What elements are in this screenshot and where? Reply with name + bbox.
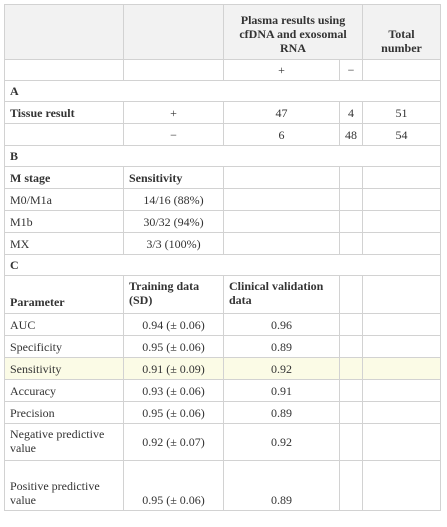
- section-b-label: B: [5, 146, 441, 167]
- parameter-header: Parameter: [5, 276, 124, 314]
- training-data-header: Training data (SD): [124, 276, 224, 314]
- clinical-cell: 0.96: [224, 314, 340, 336]
- parameter-cell: AUC: [5, 314, 124, 336]
- plasma-positive-count: 47: [224, 102, 340, 124]
- table-row: [5, 233, 441, 255]
- total-count: 51: [363, 102, 441, 124]
- plasma-negative-header: −: [340, 60, 363, 81]
- training-cell: 0.95 (± 0.06): [124, 402, 224, 424]
- clinical-cell: 0.91: [224, 380, 340, 402]
- section-a-row: [5, 81, 441, 102]
- parameter-cell: Precision: [5, 402, 124, 424]
- section-c-row: [5, 255, 441, 276]
- table-row: [5, 211, 441, 233]
- m-stage-cell: M1b: [5, 211, 124, 233]
- clinical-cell: 0.89: [224, 461, 340, 511]
- header-empty-cell: [5, 5, 124, 60]
- clinical-cell: 0.89: [224, 402, 340, 424]
- table-row: [5, 402, 441, 424]
- header-empty-cell: [124, 5, 224, 60]
- plasma-negative-count: 4: [340, 102, 363, 124]
- training-cell: 0.95 (± 0.06): [124, 336, 224, 358]
- plasma-positive-count: 6: [224, 124, 340, 146]
- clinical-cell: 0.92: [224, 424, 340, 461]
- table-row: [5, 380, 441, 402]
- total-number-header: Total number: [363, 5, 441, 60]
- training-cell: 0.92 (± 0.07): [124, 424, 224, 461]
- table-row: [5, 424, 441, 461]
- plasma-negative-count: 48: [340, 124, 363, 146]
- parameter-cell: Positive predictive value: [5, 461, 124, 511]
- training-cell: 0.94 (± 0.06): [124, 314, 224, 336]
- parameter-cell: Sensitivity: [5, 358, 124, 380]
- total-count: 54: [363, 124, 441, 146]
- clinical-cell: 0.89: [224, 336, 340, 358]
- sensitivity-cell: 14/16 (88%): [124, 189, 224, 211]
- m-stage-cell: MX: [5, 233, 124, 255]
- subheader-row: [5, 60, 441, 81]
- clinical-cell: 0.92: [224, 358, 340, 380]
- section-c-header-row: [5, 276, 441, 314]
- section-b-row: [5, 146, 441, 167]
- section-c-label: C: [5, 255, 441, 276]
- m-stage-cell: M0/M1a: [5, 189, 124, 211]
- results-table: [4, 4, 441, 511]
- sensitivity-header: Sensitivity: [124, 167, 224, 189]
- table-row: [5, 336, 441, 358]
- sensitivity-cell: 3/3 (100%): [124, 233, 224, 255]
- parameter-cell: Specificity: [5, 336, 124, 358]
- training-cell: 0.93 (± 0.06): [124, 380, 224, 402]
- table-row-highlighted: [5, 358, 441, 380]
- plasma-positive-header: +: [224, 60, 340, 81]
- table-row: [5, 102, 441, 124]
- section-a-label: A: [5, 81, 441, 102]
- training-cell: 0.95 (± 0.06): [124, 461, 224, 511]
- table-row: [5, 461, 441, 511]
- header-row: [5, 5, 441, 60]
- m-stage-header: M stage: [5, 167, 124, 189]
- section-b-header-row: [5, 167, 441, 189]
- table-row: [5, 314, 441, 336]
- tissue-sign: −: [124, 124, 224, 146]
- clinical-validation-header: Clinical validation data: [224, 276, 340, 314]
- sensitivity-cell: 30/32 (94%): [124, 211, 224, 233]
- table-row: [5, 124, 441, 146]
- plasma-results-header: Plasma results using cfDNA and exosomal RNA: [224, 5, 363, 60]
- parameter-cell: Accuracy: [5, 380, 124, 402]
- parameter-cell: Negative predictive value: [5, 424, 124, 461]
- table-row: [5, 189, 441, 211]
- tissue-sign: +: [124, 102, 224, 124]
- tissue-result-label: Tissue result: [5, 102, 124, 124]
- training-cell: 0.91 (± 0.09): [124, 358, 224, 380]
